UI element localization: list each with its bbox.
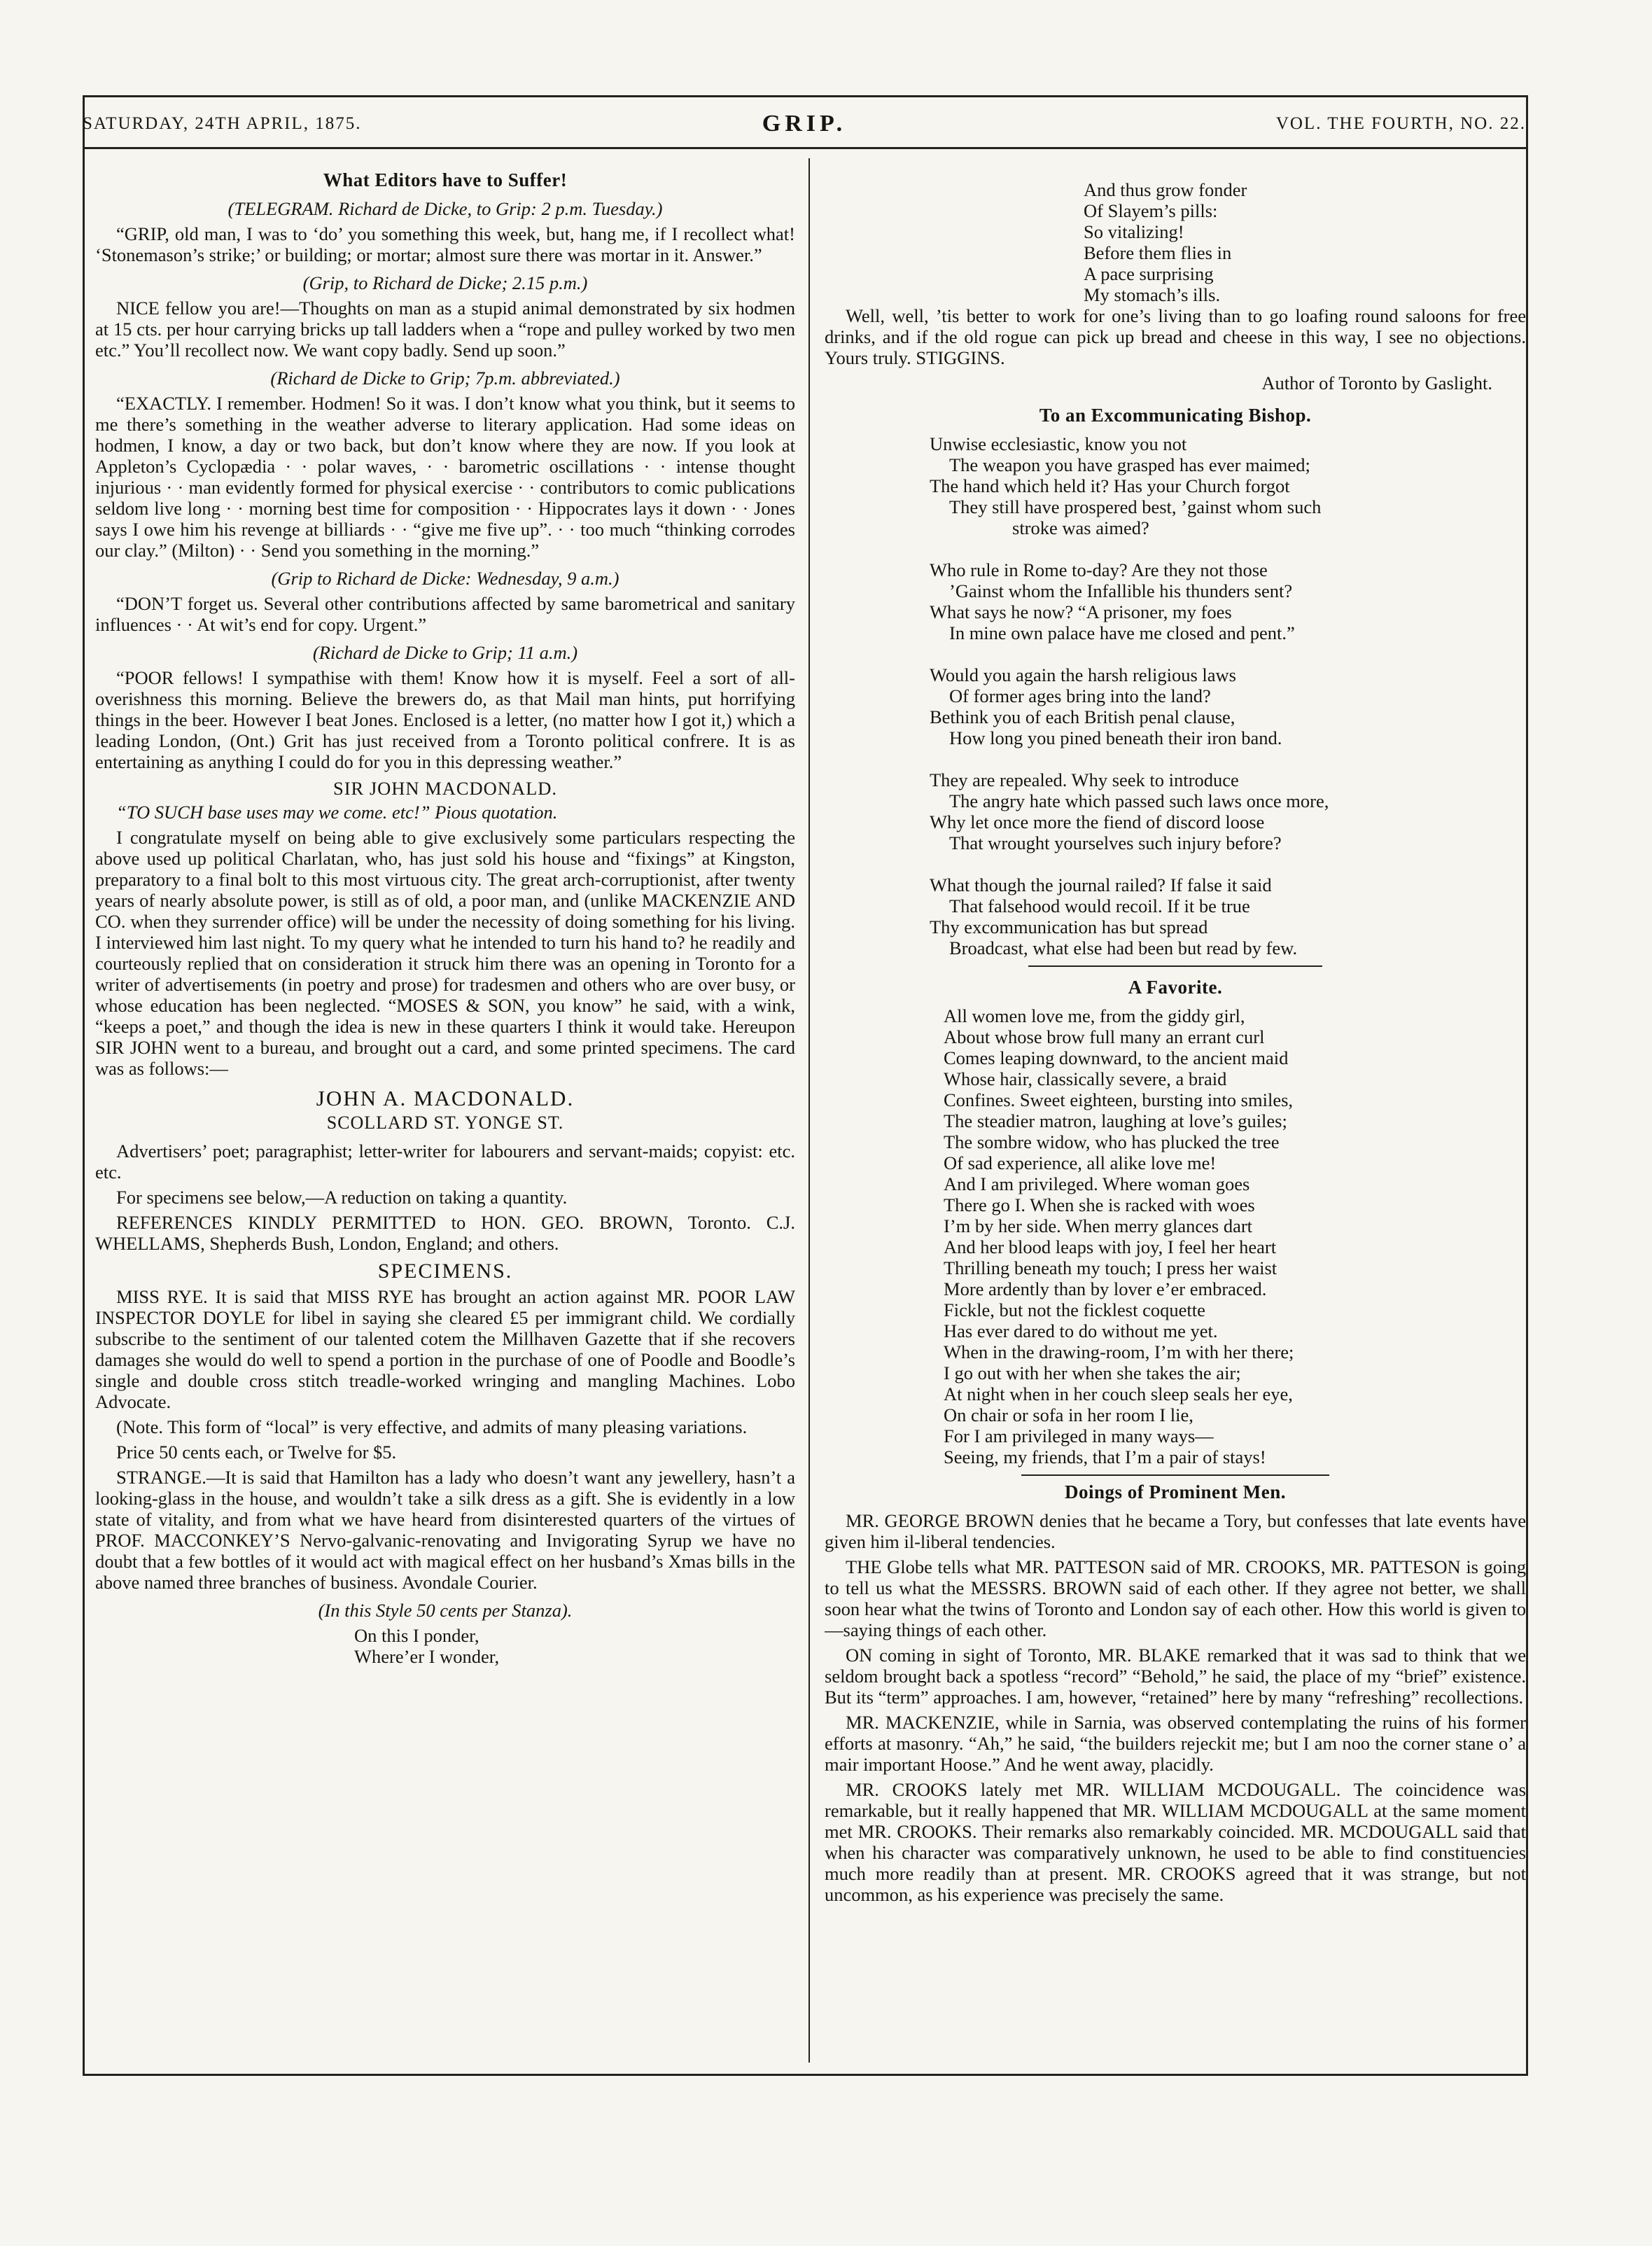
poem-line: Before them flies in bbox=[1084, 242, 1232, 263]
poem-line: The steadier matron, laughing at love’s guiles; bbox=[944, 1110, 1287, 1131]
doings-paragraph: MR. MACKENZIE, while in Sarnia, was observed contemplating the ruins of his former efforts at masonry. “Ah,” he said, “the builders rejeckit me; but I am noo the corner stane o’ a mair important Hoose.” And he went away, placidly. bbox=[825, 1712, 1526, 1775]
poem-line: Would you again the harsh religious laws bbox=[930, 664, 1236, 685]
doings-paragraph: MR. GEORGE BROWN denies that he became a Tory, but confesses that late events have given him il-liberal tendencies. bbox=[825, 1510, 1526, 1552]
poem-line: All women love me, from the giddy girl, bbox=[944, 1005, 1245, 1026]
poem-line: How long you pined beneath their iron band. bbox=[949, 727, 1282, 748]
poem-line: Confines. Sweet eighteen, bursting into smiles, bbox=[944, 1089, 1294, 1110]
message-body: “POOR fellows! I sympathise with them! Know how it is myself. Feel a sort of all-overishness this morning. Believe the brewers do, as that Mail man hints, put horrifying things in the beer. However I beat Jones. Enclosed is a letter, (no matter how I got it,) which a leading London, (Ont.) Grit has just received from a Toronto political confrere. It is as entertaining as anything I could do for you in this depressing weather.” bbox=[95, 667, 795, 772]
section-divider bbox=[1028, 965, 1322, 967]
poem-line: About whose brow full many an errant curl bbox=[944, 1026, 1265, 1047]
poem-line: And thus grow fonder bbox=[1084, 179, 1247, 200]
poem-line: There go I. When she is racked with woes bbox=[944, 1194, 1255, 1215]
price-line: Price 50 cents each, or Twelve for $5. bbox=[116, 1442, 397, 1463]
poem-line: On this I ponder, bbox=[354, 1625, 479, 1646]
issue-date: SATURDAY, 24TH APRIL, 1875. bbox=[83, 114, 362, 133]
poem-line: ’Gainst whom the Infallible his thunders sent? bbox=[949, 580, 1293, 601]
message-body: “DON’T forget us. Several other contributions affected by same barometrical and sanitary influences · · At wit’s end for copy. Urgent.” bbox=[95, 593, 795, 635]
poem-line: Where’er I wonder, bbox=[354, 1646, 500, 1667]
page-header bbox=[83, 106, 1526, 141]
top-rule bbox=[83, 95, 1528, 97]
poem-line: Of sad experience, all alike love me! bbox=[944, 1152, 1217, 1173]
specimens-heading: SPECIMENS. bbox=[377, 1260, 513, 1283]
poem-line: The weapon you have grasped has ever maimed; bbox=[949, 454, 1310, 475]
business-card-description: Advertisers’ poet; paragraphist; letter-writer for labourers and servant-maids; copyist: etc. etc. bbox=[95, 1141, 795, 1183]
right-column bbox=[825, 165, 1526, 2059]
specimen-poem-continued bbox=[825, 179, 1526, 305]
bottom-rule bbox=[83, 2074, 1528, 2076]
poem-line: What though the journal railed? If false it said bbox=[930, 874, 1272, 895]
poem-line: Unwise ecclesiastic, know you not bbox=[930, 433, 1187, 454]
poem-line: So vitalizing! bbox=[1084, 221, 1184, 242]
business-card-specimens: For specimens see below,—A reduction on taking a quantity. bbox=[116, 1187, 568, 1208]
article-heading-editors: What Editors have to Suffer! bbox=[323, 169, 568, 190]
stanza bbox=[930, 874, 1526, 958]
stanza bbox=[930, 433, 1526, 538]
masthead-title: GRIP. bbox=[762, 111, 847, 137]
poem-line: Comes leaping downward, to the ancient maid bbox=[944, 1047, 1289, 1068]
poem-title-favorite: A Favorite. bbox=[1128, 977, 1223, 998]
poem-line: When in the drawing-room, I’m with her there; bbox=[944, 1341, 1294, 1362]
stanza bbox=[930, 769, 1526, 853]
volume-number: VOL. THE FOURTH, NO. 22. bbox=[1275, 114, 1526, 133]
poem-title-bishop: To an Excommunicating Bishop. bbox=[1039, 405, 1312, 426]
poem-line: A pace surprising bbox=[1084, 263, 1214, 284]
poem-line: Broadcast, what else had been but read by few. bbox=[949, 937, 1298, 958]
closing-paragraph: Well, well, ’tis better to work for one’s living than to go loafing round saloons for free drinks, and if the old rogue can pick up bread and cheese in this way, I see no objections. Yours truly. STIGGINS. bbox=[825, 305, 1526, 368]
section-divider bbox=[1021, 1474, 1329, 1476]
specimen-poem bbox=[95, 1625, 795, 1667]
style-heading: (In this Style 50 cents per Stanza). bbox=[318, 1600, 573, 1621]
poem-line: Fickle, but not the ficklest coquette bbox=[944, 1299, 1205, 1320]
poem-line: That wrought yourselves such injury before? bbox=[949, 832, 1282, 853]
doings-paragraph: ON coming in sight of Toronto, MR. BLAKE remarked that it was sad to think that we seldom brought back a spotless “record” “Behold,” he said, the place of my “brief” existence. But its “term” approaches. I am, however, “retained” here by many “refreshing” recollections. bbox=[825, 1645, 1526, 1708]
message-heading: (Grip to Richard de Dicke: Wednesday, 9 a.m.) bbox=[271, 568, 620, 589]
poem-line: Bethink you of each British penal clause, bbox=[930, 706, 1236, 727]
stanza bbox=[930, 664, 1526, 748]
poem-line: Of Slayem’s pills: bbox=[1084, 200, 1218, 221]
poem-line: On chair or sofa in her room I lie, bbox=[944, 1404, 1194, 1425]
author-signature: Author of Toronto by Gaslight. bbox=[1261, 372, 1492, 393]
poem-line: Why let once more the fiend of discord loose bbox=[930, 811, 1265, 832]
letter-title: SIR JOHN MACDONALD. bbox=[332, 778, 558, 799]
note-paragraph: (Note. This form of “local” is very effective, and admits of many pleasing variations. bbox=[116, 1416, 748, 1437]
doings-paragraph: THE Globe tells what MR. PATTESON said of MR. CROOKS, MR. PATTESON is going to tell us what the MESSRS. BROWN said of each other. If they agree not better, we shall soon hear what the twins of Toronto and London say of each other. How this world is given to—saying things of each other. bbox=[825, 1556, 1526, 1640]
poem-line: Thy excommunication has but spread bbox=[930, 916, 1208, 937]
poem-line: For I am privileged in many ways— bbox=[944, 1425, 1214, 1446]
epigraph-quote: “TO SUCH base uses may we come. etc!” Pious quotation. bbox=[116, 802, 558, 823]
poem-line: My stomach’s ills. bbox=[1084, 284, 1221, 305]
letter-body: I congratulate myself on being able to give exclusively some particulars respecting the above used up political Charlatan, who, has just sold his house and “fixings” at Kingston, preparatory to a final bolt to this most virtuous city. The great arch-corruptionist, after twenty years of nearly absolute power, is still as of old, a poor man, and (unlike MACKENZIE AND CO. when they surrender office) will be under the necessity of doing something for his living. I interviewed him last night. To my query what he intended to turn his hand to? he readily and courteously replied that on consideration it struck him there was an opening in Toronto for a writer of advertisements (in poetry and prose) for tradesmen and others who are over busy, or whose education has been neglected. “MOSES & SON, you know” he said, with a wink, “keeps a poet,” and though the idea is new in these quarters I think it would take. Hereupon SIR JOHN went to a bureau, and brought out a card, and some printed specimens. The card was as follows:— bbox=[95, 827, 795, 1079]
business-card-references: REFERENCES KINDLY PERMITTED to HON. GEO. BROWN, Toronto. C.J. WHELLAMS, Shepherds Bush, London, England; and others. bbox=[95, 1212, 795, 1254]
poem-line: What says he now? “A prisoner, my foes bbox=[930, 601, 1232, 622]
poem-line: Whose hair, classically severe, a braid bbox=[944, 1068, 1227, 1089]
business-card-address: SCOLLARD ST. YONGE ST. bbox=[326, 1112, 564, 1133]
message-body: “EXACTLY. I remember. Hodmen! So it was. I don’t know what you think, but it seems to me there’s something in the weather adverse to literary application. Had some ideas on hodmen, I know, a day or two back, but don’t know where they are now. If you look at Appleton’s Cyclopædia · · polar waves, · · barometric oscillations · · intense thought injurious · · man evidently formed for physical exercise · · contributors to comic publications seldom live long · · morning best time for composition · · Hippocrates lays it down · · Jones says I owe him his revenge at billiards · · “give me five up”. · · too much “thinking corrodes our clay.” (Milton) · · Send you something in the morning.” bbox=[95, 393, 795, 561]
poem-line: Of former ages bring into the land? bbox=[949, 685, 1211, 706]
business-card-name: JOHN A. MACDONALD. bbox=[316, 1086, 575, 1110]
poem-line: More ardently than by lover e’er embraced. bbox=[944, 1278, 1267, 1299]
poem-line: They are repealed. Why seek to introduce bbox=[930, 769, 1239, 790]
right-frame-rule bbox=[1526, 95, 1528, 2076]
poem-line: The hand which held it? Has your Church forgot bbox=[930, 475, 1290, 496]
poem-line: That falsehood would recoil. If it be true bbox=[949, 895, 1250, 916]
doings-paragraph: MR. CROOKS lately met MR. WILLIAM MCDOUGALL. The coincidence was remarkable, but it really happened that MR. WILLIAM MCDOUGALL at the same moment met MR. CROOKS. Their remarks also remarkably coincided. MR. MCDOUGALL said that when his character was comparatively unknown, he used to be able to find constituencies much more readily than at present. MR. CROOKS agreed that it was strange, but not uncommon, as his experience was precisely the same. bbox=[825, 1779, 1526, 1905]
stanza bbox=[930, 559, 1526, 643]
message-heading: (Richard de Dicke to Grip; 11 a.m.) bbox=[312, 642, 578, 663]
poem-line: They still have prospered best, ’gainst whom such bbox=[949, 496, 1322, 517]
poem-line: And I am privileged. Where woman goes bbox=[944, 1173, 1250, 1194]
message-heading: (Grip, to Richard de Dicke; 2.15 p.m.) bbox=[302, 272, 588, 293]
specimen-paragraph: MISS RYE. It is said that MISS RYE has brought an action against MR. POOR LAW INSPECTOR DOYLE for libel in saying she cleared £5 per immigrant child. We cordially subscribe to the sentiment of our talented cotem the Millhaven Gazette that if she recovers damages she would do well to spend a portion in the purchase of one of Poodle and Boodle’s single and double cross stitch treadle-worked wringing and mangling Machines. Lobo Advocate. bbox=[95, 1286, 795, 1412]
poem-line: At night when in her couch sleep seals her eye, bbox=[944, 1383, 1293, 1404]
header-rule bbox=[83, 147, 1528, 149]
poem-line: Thrilling beneath my touch; I press her waist bbox=[944, 1257, 1278, 1278]
poem-line: The sombre widow, who has plucked the tree bbox=[944, 1131, 1280, 1152]
left-frame-rule bbox=[83, 95, 85, 2076]
message-heading: (TELEGRAM. Richard de Dicke, to Grip: 2 p.m. Tuesday.) bbox=[227, 198, 663, 219]
article-heading-doings: Doings of Prominent Men. bbox=[1065, 1481, 1286, 1502]
poem-line: stroke was aimed? bbox=[1012, 517, 1149, 538]
poem-line: And her blood leaps with joy, I feel her heart bbox=[944, 1236, 1277, 1257]
left-column bbox=[95, 165, 795, 2059]
message-heading: (Richard de Dicke to Grip; 7p.m. abbreviated.) bbox=[270, 368, 620, 389]
message-body: “GRIP, old man, I was to ‘do’ you something this week, but, hang me, if I recollect what! ‘Stonemason’s strike;’ or building; or mortar; almost sure there was mortar in it. Answer.” bbox=[95, 223, 795, 265]
poem-favorite bbox=[825, 1005, 1526, 1467]
specimen-paragraph: STRANGE.—It is said that Hamilton has a lady who doesn’t want any jewellery, hasn’t a looking-glass in the house, and wouldn’t take a silk dress as a gift. She is evidently in a low state of vitality, and from what we have heard from disinterested quarters of the virtues of PROF. MACCONKEY’S Nervo-galvanic-renovating and Invigorating Syrup we have no doubt that a few bottles of it would act with magical effect on her husband’s Xmas bills in the above named three branches of business. Avondale Courier. bbox=[95, 1467, 795, 1593]
poem-line: The angry hate which passed such laws once more, bbox=[949, 790, 1329, 811]
poem-line: I’m by her side. When merry glances dart bbox=[944, 1215, 1253, 1236]
column-divider bbox=[808, 158, 810, 2063]
poem-line: Who rule in Rome to-day? Are they not those bbox=[930, 559, 1268, 580]
poem-line: Seeing, my friends, that I’m a pair of stays! bbox=[944, 1446, 1266, 1467]
message-body: NICE fellow you are!—Thoughts on man as a stupid animal demonstrated by six hodmen at 15 cts. per hour carrying bricks up tall ladders when a “rope and pulley worked by two men etc.” You’ll recollect now. We want copy badly. Send up soon.” bbox=[95, 298, 795, 361]
poem-line: Has ever dared to do without me yet. bbox=[944, 1320, 1218, 1341]
poem-line: I go out with her when she takes the air; bbox=[944, 1362, 1241, 1383]
poem-bishop bbox=[825, 433, 1526, 958]
poem-line: In mine own palace have me closed and pent.” bbox=[949, 622, 1295, 643]
